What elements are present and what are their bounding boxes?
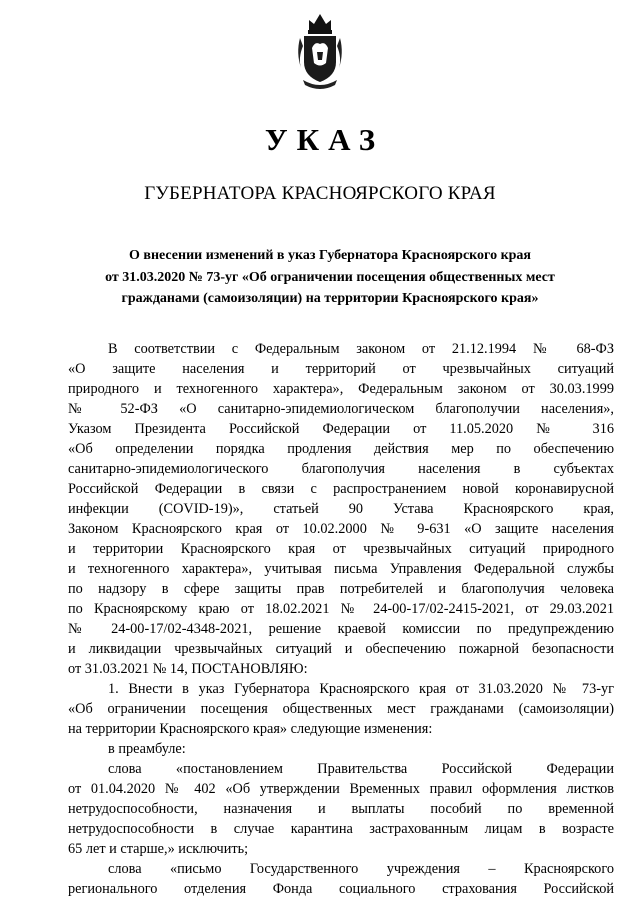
body-line: Законом Красноярского края от 10.02.2000 № 9-631 «О защите населения — [68, 521, 614, 537]
body-line: 1. Внести в указ Губернатора Красноярского края от 31.03.2020 № 73-уг — [108, 681, 614, 697]
body-line: слова «постановлением Правительства Российской Федерации — [108, 761, 614, 777]
body-line: нетрудоспособности в случае карантина застрахованным лицам в возрасте — [68, 821, 614, 837]
body-line: от 01.04.2020 № 402 «Об утверждении Временных правил оформления листков — [68, 781, 614, 797]
body-line: регионального отделения Фонда социального страхования Российской — [68, 881, 614, 897]
body-line: по надзору в сфере защиты прав потребителей и благополучия человека — [68, 581, 614, 597]
body-line: на территории Красноярского края» следующие изменения: — [68, 721, 433, 737]
decree-title: УКАЗ — [264, 122, 385, 157]
issuing-authority: ГУБЕРНАТОРА КРАСНОЯРСКОГО КРАЯ — [144, 183, 496, 204]
body-line: слова «письмо Государственного учреждения – Красноярского — [108, 861, 614, 877]
body-line: Указом Президента Российской Федерации от 11.05.2020 № 316 — [68, 421, 614, 437]
body-line: № 52-ФЗ «О санитарно-эпидемиологическом благополучии населения», — [68, 401, 614, 417]
decree-subject — [90, 245, 570, 310]
body-line: «О защите населения и территорий от чрезвычайных ситуаций — [68, 361, 614, 377]
body-line: по Красноярскому краю от 18.02.2021 № 24-00-17/02-2415-2021, от 29.03.2021 — [68, 601, 614, 617]
body-line: и техногенного характера», учитывая письма Управления Федеральной службы — [68, 561, 614, 577]
subject-line: гражданами (самоизоляции) на территории Красноярского края» — [121, 291, 539, 306]
body-line: нетрудоспособности, назначения и выплаты пособий по временной — [68, 801, 614, 817]
body-line: Российской Федерации в связи с распространением новой коронавирусной — [68, 481, 614, 497]
body-line: № 24-00-17/02-4348-2021, решение краевой комиссии по предупреждению — [68, 621, 614, 637]
body-line: «Об ограничении посещения общественных мест гражданами (самоизоляции) — [68, 701, 614, 717]
body-line: санитарно-эпидемиологического благополучия населения в субъектах — [68, 461, 614, 477]
body-line: от 31.03.2021 № 14, ПОСТАНОВЛЯЮ: — [68, 661, 308, 677]
subject-line: О внесении изменений в указ Губернатора Красноярского края — [129, 248, 531, 263]
body-line: «Об определении порядка продления действия мер по обеспечению — [68, 441, 614, 457]
body-line: 65 лет и старше,» исключить; — [68, 841, 249, 857]
body-line: инфекции (COVID-19)», статьей 90 Устава Красноярского края, — [68, 501, 614, 517]
decree-body-text — [68, 339, 614, 899]
body-line: В соответствии с Федеральным законом от 21.12.1994 № 68-ФЗ — [108, 341, 614, 357]
coat-of-arms-emblem — [295, 8, 345, 90]
body-line: и ликвидации чрезвычайных ситуаций и обеспечению пожарной безопасности — [68, 641, 614, 657]
body-line: и территории Красноярского края от чрезвычайных ситуаций природного — [68, 541, 614, 557]
subject-line: от 31.03.2020 № 73-уг «Об ограничении посещения общественных мест — [105, 269, 555, 285]
body-line: природного и техногенного характера», Федеральным законом от 30.03.1999 — [68, 381, 614, 397]
body-line: в преамбуле: — [108, 741, 186, 757]
